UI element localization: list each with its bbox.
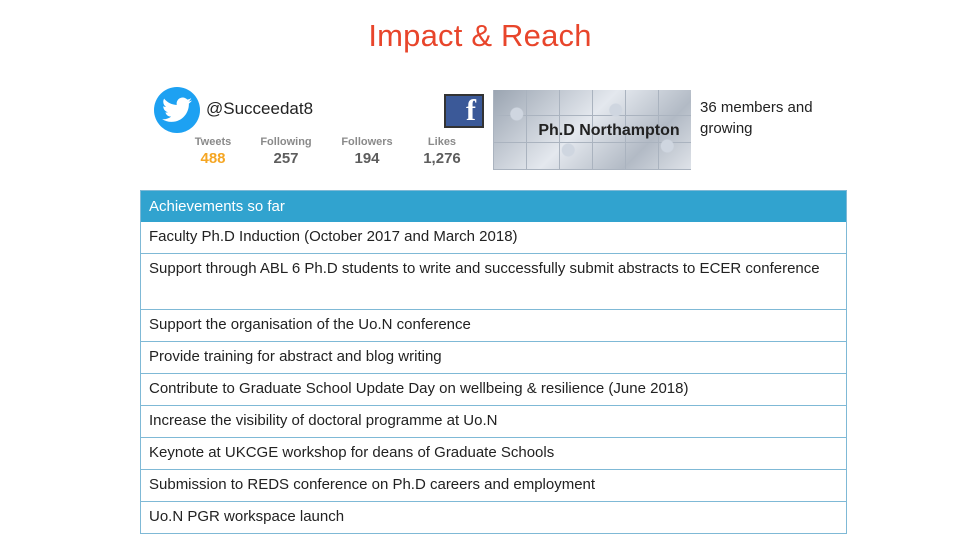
stat-value: 488 — [200, 150, 226, 167]
facebook-letter: f — [466, 94, 476, 127]
table-row: Uo.N PGR workspace launch — [141, 502, 846, 534]
table-row: Support through ABL 6 Ph.D students to write and successfully submit abstracts to ECER conference — [141, 254, 846, 310]
tweets-stat[interactable] — [178, 136, 248, 167]
group-banner-image[interactable] — [493, 90, 691, 170]
table-row: Support the organisation of the Uo.N conference — [141, 310, 846, 342]
page-title: Impact & Reach — [368, 18, 592, 53]
stat-value: 1,276 — [423, 150, 461, 167]
stat-label: Likes — [427, 136, 457, 148]
stat-value: 194 — [354, 150, 380, 167]
table-row: Contribute to Graduate School Update Day on wellbeing & resilience (June 2018) — [141, 374, 846, 406]
stat-label: Following — [260, 136, 312, 148]
table-header: Achievements so far — [141, 190, 846, 222]
table-row: Provide training for abstract and blog writing — [141, 342, 846, 374]
stat-label: Followers — [341, 136, 393, 148]
facebook-logo-icon[interactable] — [444, 94, 484, 128]
following-stat[interactable] — [251, 136, 321, 167]
table-row: Faculty Ph.D Induction (October 2017 and March 2018) — [141, 222, 846, 254]
followers-stat[interactable] — [332, 136, 402, 167]
twitter-bird-icon[interactable] — [154, 87, 200, 133]
achievements-table — [140, 190, 847, 534]
table-row: Keynote at UKCGE workshop for deans of Graduate Schools — [141, 438, 846, 470]
table-row: Increase the visibility of doctoral programme at Uo.N — [141, 406, 846, 438]
members-count: 36 members and growing — [700, 99, 813, 137]
table-row: Submission to REDS conference on Ph.D careers and employment — [141, 470, 846, 502]
stat-label: Tweets — [194, 136, 232, 148]
group-name: Ph.D Northampton — [538, 122, 680, 139]
likes-stat[interactable] — [407, 136, 477, 167]
twitter-handle[interactable]: @Succeedat8 — [206, 99, 314, 118]
stat-value: 257 — [273, 150, 299, 167]
